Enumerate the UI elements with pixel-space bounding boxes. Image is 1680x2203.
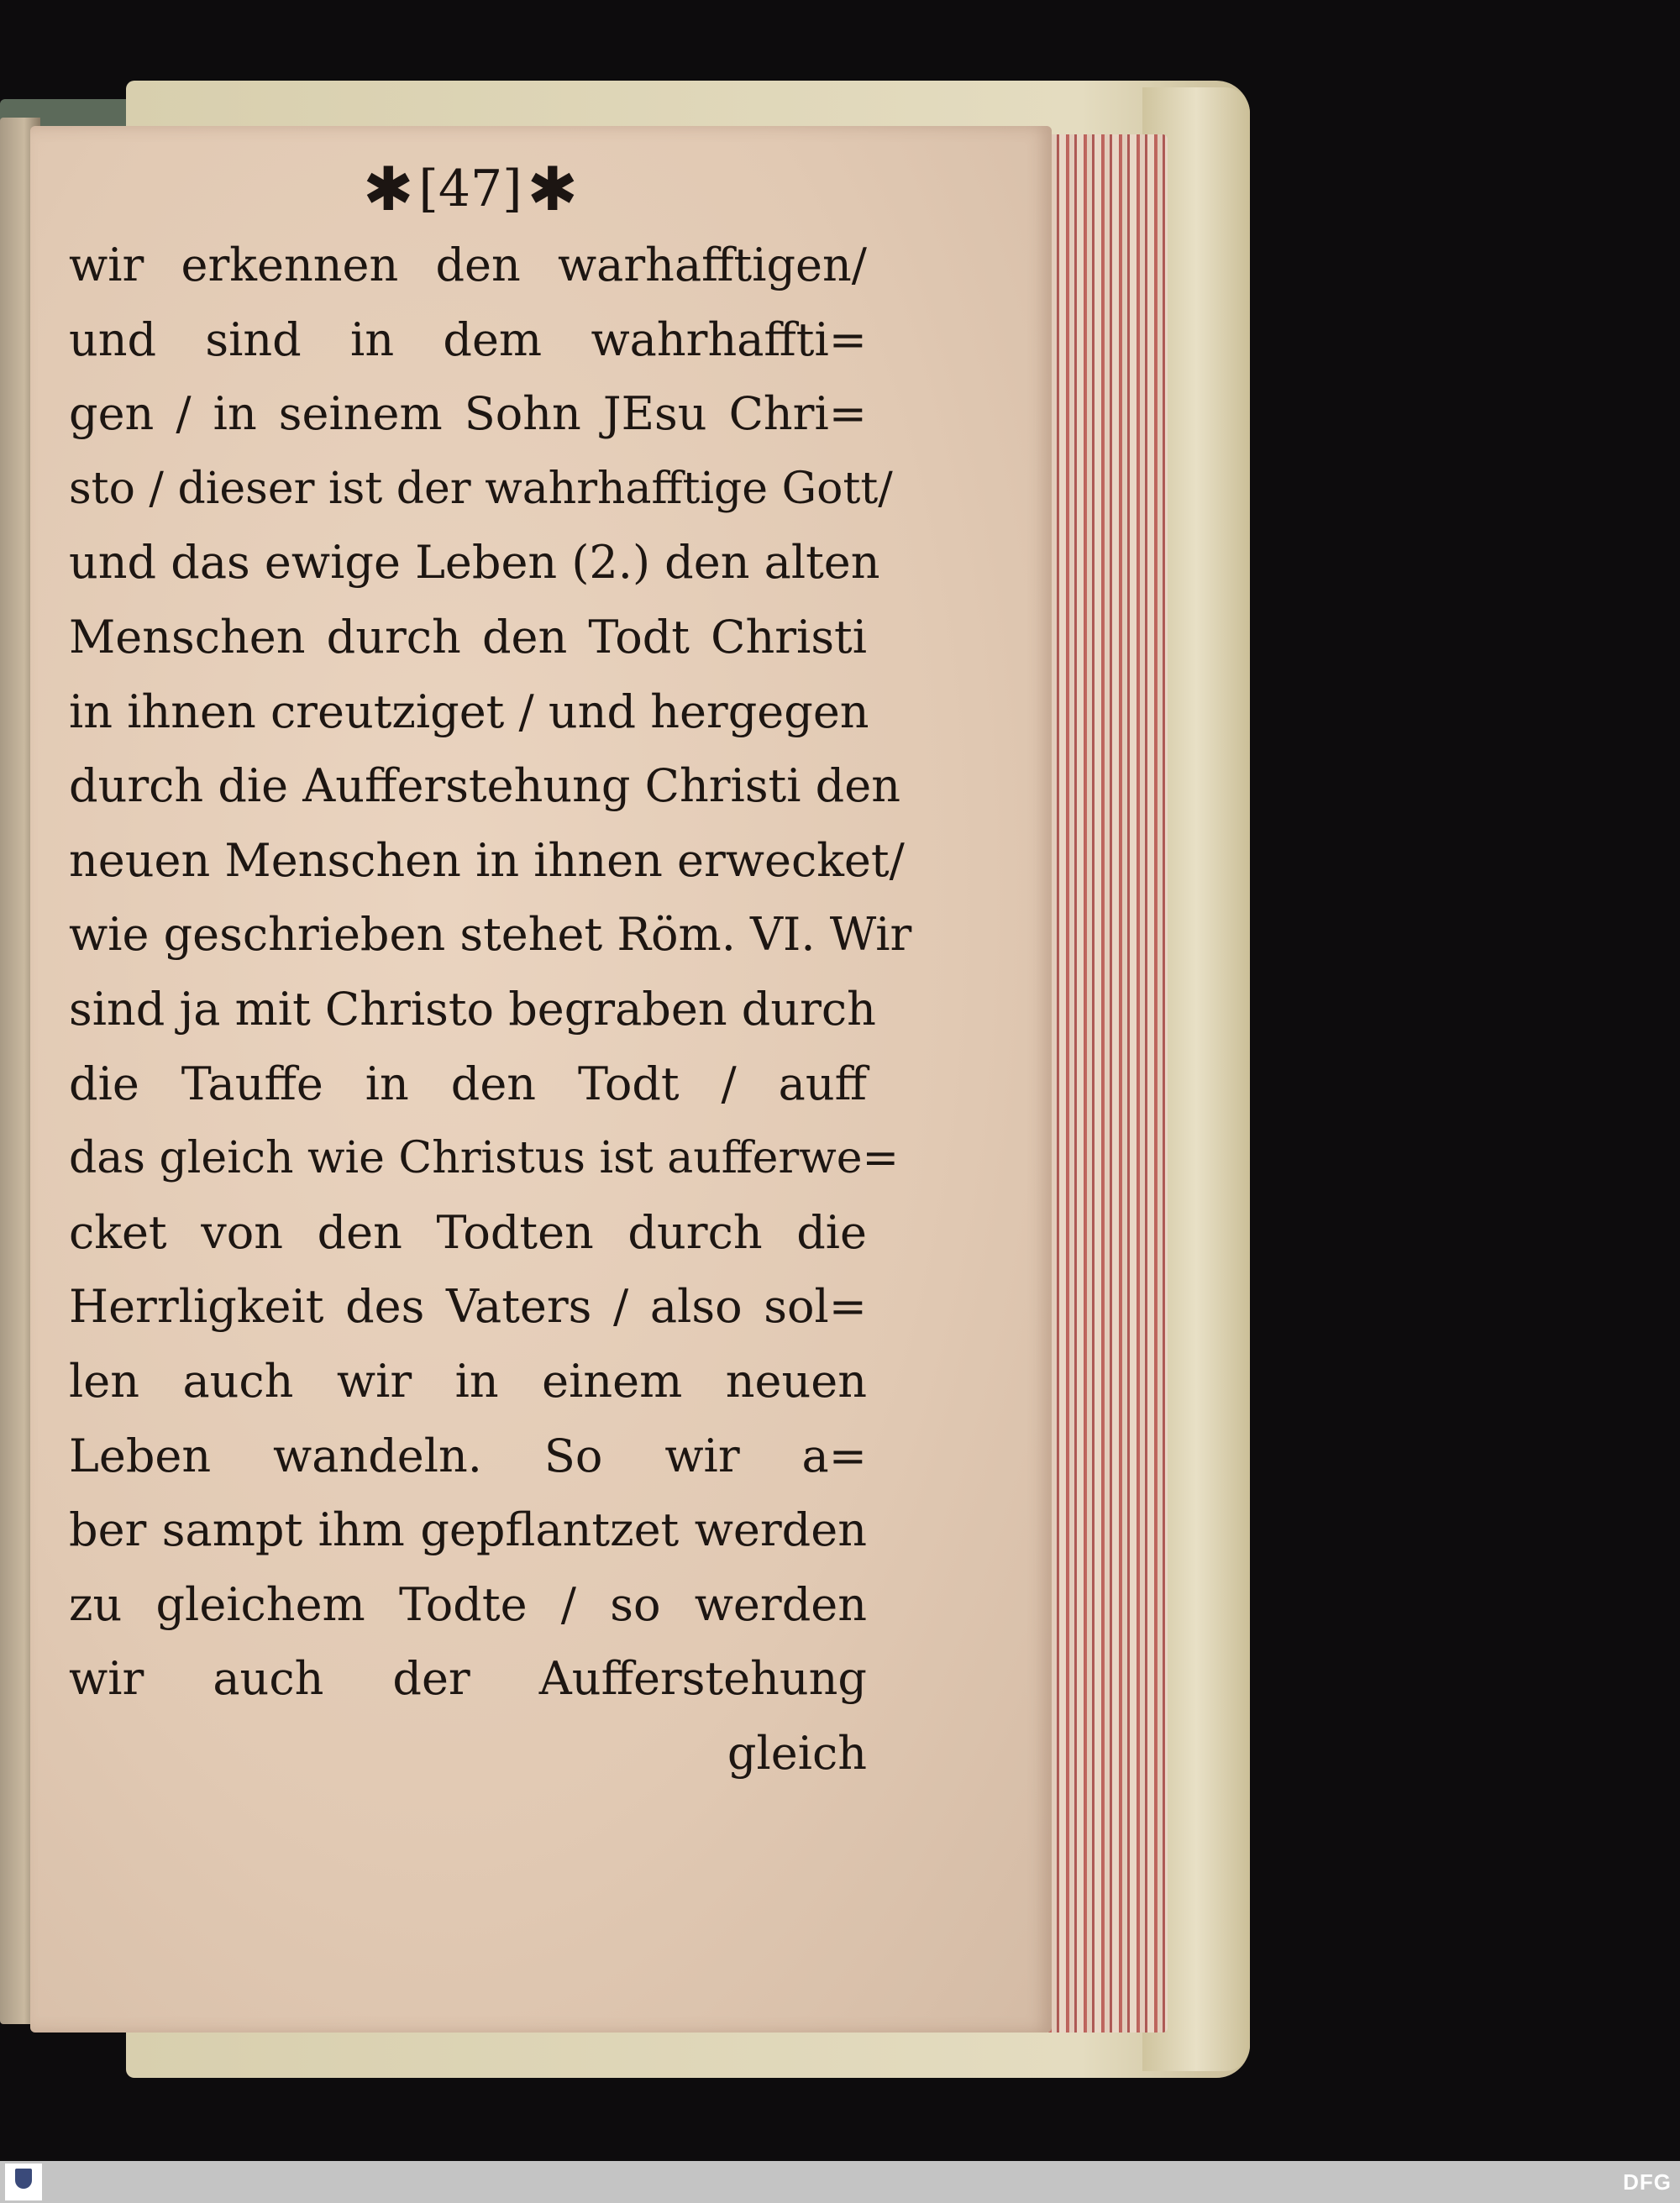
text-line: durch die Aufferstehung Christi den <box>69 759 900 813</box>
page-edges <box>1042 134 1168 2033</box>
text-line: Herrligkeit des Vaters / also sol= <box>69 1280 867 1334</box>
text-line: zu gleichem Todte / so werden <box>69 1577 867 1631</box>
text-line: und sind in dem wahrhaffti= <box>69 312 867 366</box>
text-line: das gleich wie Christus ist aufferwe= <box>69 1133 900 1184</box>
library-logo-icon <box>5 2164 42 2200</box>
text-line: wir auch der Aufferstehung <box>69 1652 867 1706</box>
text-line: ber sampt ihm gepflantzet werden <box>69 1503 867 1557</box>
ornament-right-icon: ✱ <box>527 154 578 224</box>
text-line: in ihnen creutziget / und hergegen <box>69 685 869 738</box>
text-line: Leben wandeln. So wir a= <box>69 1429 867 1482</box>
footer-bar <box>0 2161 1680 2203</box>
text-line: wie geschrieben stehet Röm. VI. Wir <box>69 908 912 962</box>
page-number: [47] <box>418 160 522 218</box>
text-line: sind ja mit Christo begraben durch <box>69 982 876 1036</box>
text-line: und das ewige Leben (2.) den alten <box>69 536 880 590</box>
catchword: gleich <box>727 1726 867 1780</box>
ornament-left-icon: ✱ <box>363 154 414 224</box>
text-line: Menschen durch den Todt Christi <box>69 610 867 664</box>
text-line: sto / dieser ist der wahrhafftige Gott/ <box>69 463 893 514</box>
text-line: wir erkennen den warhafftigen/ <box>69 239 867 291</box>
page-text <box>69 228 912 1791</box>
page-header <box>336 155 605 223</box>
shield-icon <box>15 2169 32 2189</box>
text-line: neuen Menschen in ihnen erwecket/ <box>69 833 905 887</box>
text-line: len auch wir in einem neuen <box>69 1354 867 1408</box>
text-line: gen / in seinem Sohn JEsu Chri= <box>69 387 867 441</box>
dfg-logo: DFG <box>1623 2169 1672 2195</box>
text-line: cket von den Todten durch die <box>69 1205 867 1259</box>
text-line: die Tauffe in den Todt / auff <box>69 1057 867 1110</box>
